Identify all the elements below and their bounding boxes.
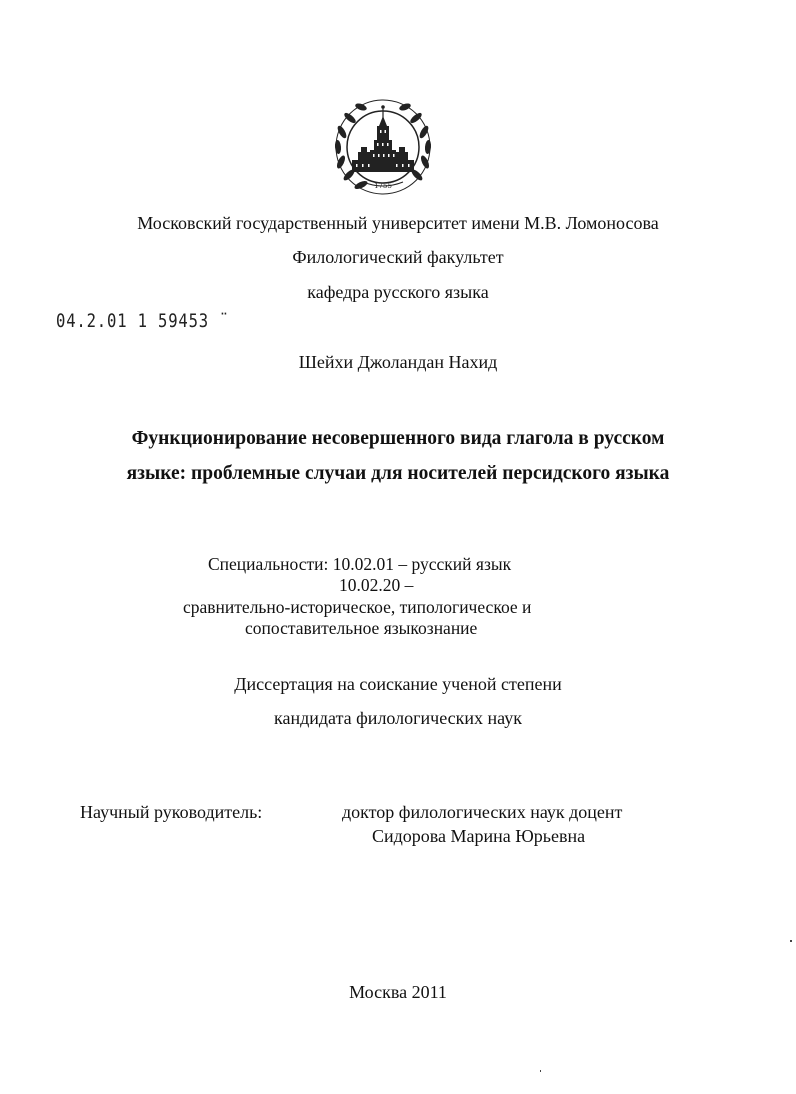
dissertation-title-line-1: Функционирование несовершенного вида глагола в русском (131, 428, 665, 449)
author-name: Шейхи Джоландан Нахид (298, 352, 498, 372)
university-name: Московский государственный университет имени М.В. Ломоносова (137, 213, 659, 233)
dissertation-title-line-2: языке: проблемные случаи для носителей персидского языка (126, 463, 670, 484)
degree-line-2: кандидата филологических наук (274, 708, 522, 728)
supervisor-label: Научный руководитель: (80, 802, 263, 822)
department-name: кафедра русского языка (307, 282, 489, 302)
specialty-line-4: сопоставительное языкознание (245, 618, 478, 638)
emblem-year: 1755 (374, 182, 392, 190)
city-year: Москва 2011 (349, 982, 447, 1002)
specialty-line-1: Специальности: 10.02.01 – русский язык (208, 554, 512, 574)
supervisor-name: Сидорова Марина Юрьевна (372, 826, 586, 846)
degree-line-1: Диссертация на соискание ученой степени (234, 674, 562, 694)
scan-speck (540, 1070, 541, 1072)
specialty-line-3: сравнительно-историческое, типологическое и (183, 597, 532, 617)
registration-stamp: 04.2.01 1 59453 ¨ (56, 310, 230, 332)
faculty-name: Филологический факультет (292, 247, 504, 267)
specialty-line-2: 10.02.20 – (339, 575, 414, 595)
university-emblem (328, 92, 438, 202)
supervisor-degree: доктор филологических наук доцент (342, 802, 623, 822)
scan-speck (790, 940, 792, 942)
